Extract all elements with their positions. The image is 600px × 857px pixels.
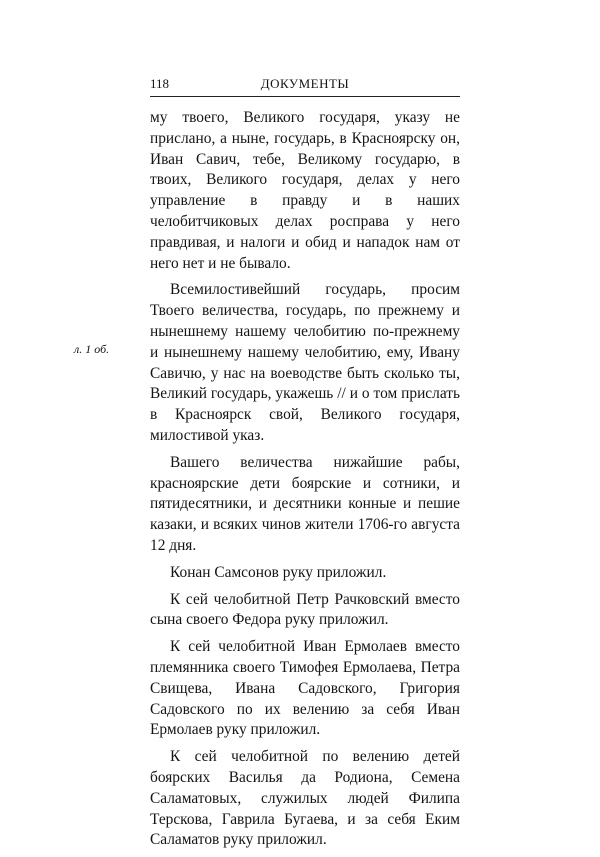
paragraph: Всемилостивейший государь, просим Твоего величества, государь, по прежнему и нынешнему нашему челобитию по-прежнему и нынешнему нашему челобитию, ему, Ивану Савичю, у нас на воеводстве быть сколько ты, Великий государь, укажешь // и о том прислать в Красноярск свой, Великого государя, милостивой указ. (150, 281, 460, 444)
running-title: ДОКУМЕНТЫ (260, 76, 350, 91)
body-text (150, 108, 460, 857)
page-number: 118 (150, 76, 170, 91)
paragraph: К сей челобитной Иван Ермолаев вместо племянника своего Тимофея Ермолаева, Петра Свищева, Ивана Садовского, Григория Садовского по их велению за себя Иван Ермолаев руку приложил. (150, 638, 460, 739)
paragraph: К сей челобитной по велению детей боярских Василья да Родиона, Семена Саламатовых, служилых людей Филипа Терскова, Гаврила Бугаева, и за себя Еким Саламатов руку приложил. (150, 748, 460, 849)
margin-note: л. 1 об. (74, 342, 110, 356)
paragraph: Вашего величества нижайшие рабы, красноярские дети боярские и сотники, и пятидесятники, и десятники конные и пешие казаки, и всяких чинов жители 1706-го августа 12 дня. (150, 453, 460, 554)
header-rule (150, 96, 460, 97)
paragraph: Конан Самсонов руку приложил. (170, 563, 387, 581)
paragraph: му твоего, Великого государя, указу не прислано, а ныне, государь, в Красноярску он, Иван Савич, тебе, Великому государю, в твоих, Великого государя, делах у него управление в правду и в наших челобитчиковых делах росправа у него правдивая, и налоги и обид и нападок нам от него нет и не бывало. (150, 109, 460, 272)
page-header (150, 76, 460, 96)
paragraph: К сей челобитной Петр Рачковский вместо сына своего Федора руку приложил. (150, 590, 460, 629)
